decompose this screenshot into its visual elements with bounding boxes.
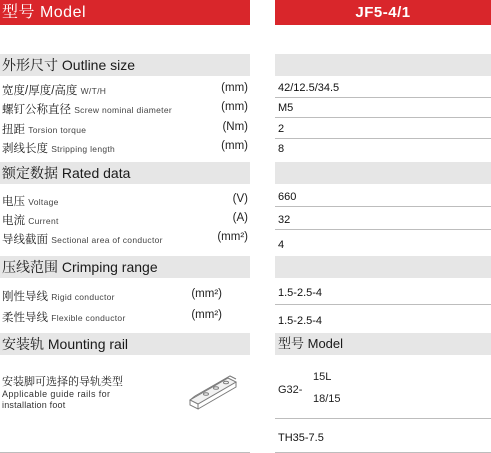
- value-rigid-conductor: 1.5-2.5-4: [278, 287, 323, 299]
- section-crimping-range: [0, 256, 250, 278]
- unit: (Nm): [222, 121, 248, 133]
- section-title: 压线范围 Crimping range: [2, 259, 158, 275]
- divider: [275, 206, 491, 207]
- label-en: Rigid conductor: [51, 292, 115, 302]
- label-en: Torsion torque: [28, 125, 87, 135]
- spec-row-current: [0, 212, 250, 230]
- label-cn: 扭距: [2, 124, 25, 136]
- spec-row-voltage: [0, 193, 250, 211]
- section-mounting-rail: [0, 333, 250, 355]
- unit: (mm²): [217, 231, 248, 243]
- rail-desc-cn: 安装脚可选择的导轨类型: [2, 376, 123, 388]
- value-stripping-length: 8: [278, 143, 285, 155]
- divider: [275, 229, 491, 230]
- rail-th35: TH35-7.5: [278, 432, 324, 444]
- label-en: Voltage: [28, 197, 59, 207]
- divider: [275, 304, 491, 305]
- din-rail-icon: [186, 374, 242, 410]
- section-mounting-rail-right: [275, 333, 491, 355]
- rail-g32-prefix: G32-: [278, 384, 303, 396]
- label-cn: 电压: [2, 196, 25, 208]
- section-outline-size-right: [275, 54, 491, 76]
- model-header-label: 型号 Model: [2, 4, 87, 21]
- label-en: Stripping length: [51, 144, 116, 154]
- product-header-bar: [275, 0, 491, 25]
- value-current: 32: [278, 214, 291, 226]
- spec-row-flexible-conductor: [0, 309, 250, 327]
- spec-row-conductor-area: [0, 231, 250, 249]
- unit: (A): [232, 212, 248, 224]
- divider: [275, 97, 491, 98]
- unit: (mm²): [191, 309, 222, 321]
- unit: (mm²): [191, 288, 222, 300]
- unit: (mm): [221, 101, 248, 113]
- value-voltage: 660: [278, 191, 297, 203]
- value-torque: 2: [278, 123, 285, 135]
- label-cn: 导线截面: [2, 234, 48, 246]
- section-title: 额定数据 Rated data: [2, 165, 131, 181]
- unit: (mm): [221, 82, 248, 94]
- section-title: 安装轨 Mounting rail: [2, 336, 129, 352]
- value-screw-diameter: M5: [278, 102, 294, 114]
- section-rated-data: [0, 162, 250, 184]
- unit: (mm): [221, 140, 248, 152]
- label-cn: 宽度/厚度/高度: [2, 85, 78, 97]
- model-header-bar: [0, 0, 250, 25]
- spec-row-torque: [0, 121, 250, 139]
- divider: [275, 117, 491, 118]
- rail-model-title: 型号 Model: [278, 336, 344, 351]
- spec-row-stripping-length: [0, 140, 250, 158]
- product-model-code: JF5-4/1: [355, 4, 411, 21]
- rail-g32-option-15l: 15L: [313, 371, 332, 383]
- section-outline-size: [0, 54, 250, 76]
- spec-row-screw-diameter: [0, 101, 250, 119]
- value-flexible-conductor: 1.5-2.5-4: [278, 315, 323, 327]
- label-en: W/T/H: [80, 86, 107, 96]
- divider: [275, 418, 491, 419]
- label-en: Current: [28, 216, 59, 226]
- label-cn: 柔性导线: [2, 312, 48, 324]
- rail-desc-en-line1: Applicable guide rails for: [2, 389, 111, 399]
- label-cn: 剥线长度: [2, 143, 48, 155]
- rail-desc-en-line2: installation foot: [2, 400, 66, 410]
- section-rated-data-right: [275, 162, 491, 184]
- section-title: 外形尺寸 Outline size: [2, 57, 136, 73]
- label-en: Flexible conductor: [51, 313, 126, 323]
- label-en: Sectional area of conductor: [51, 235, 163, 245]
- spec-row-rigid-conductor: [0, 288, 250, 306]
- label-en: Screw nominal diameter: [74, 105, 172, 115]
- spec-row-dimensions: [0, 82, 250, 100]
- section-crimping-range-right: [275, 256, 491, 278]
- label-cn: 螺钉公称直径: [2, 104, 71, 116]
- value-conductor-area: 4: [278, 239, 285, 251]
- rail-g32-option-18-15: 18/15: [313, 393, 341, 405]
- unit: (V): [232, 193, 248, 205]
- divider: [275, 138, 491, 139]
- value-dimensions: 42/12.5/34.5: [278, 82, 340, 94]
- label-cn: 刚性导线: [2, 291, 48, 303]
- label-cn: 电流: [2, 215, 25, 227]
